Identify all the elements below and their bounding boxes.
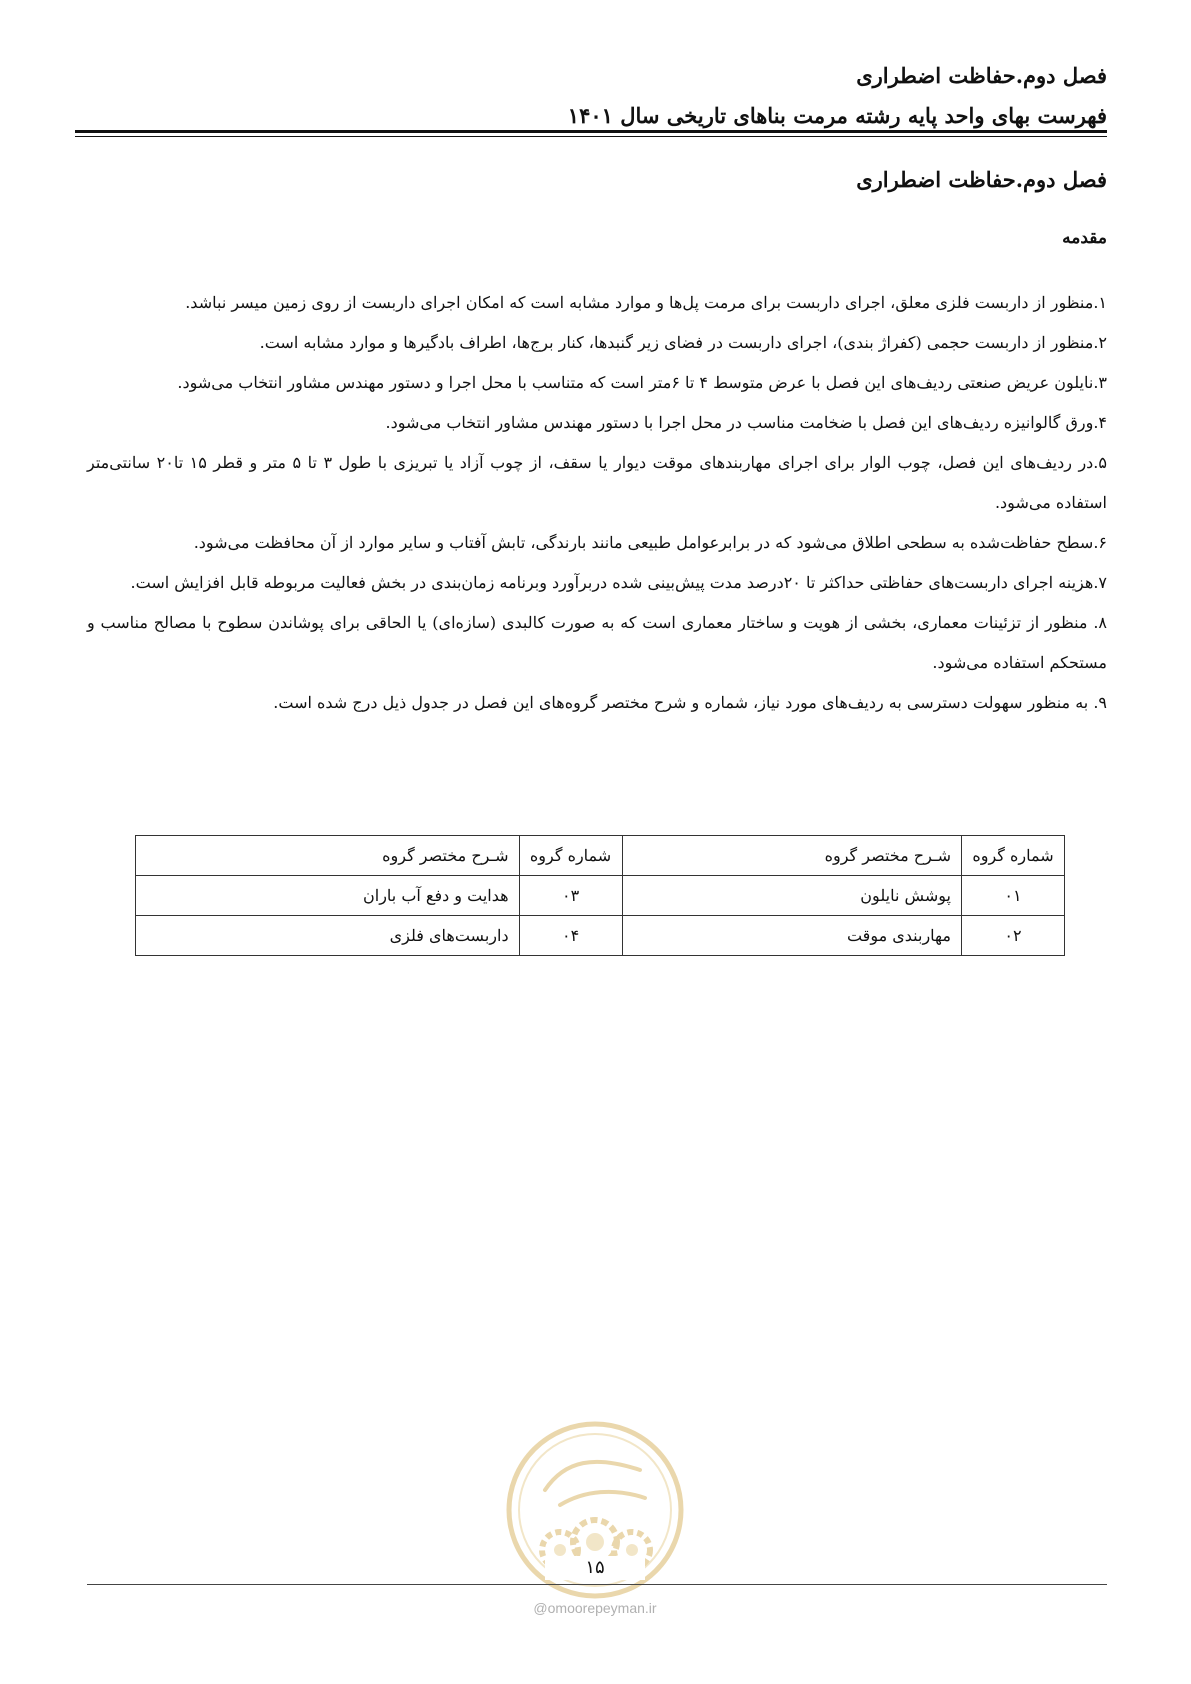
group-number-cell: ۰۳: [519, 876, 622, 916]
column-header-group-description: شـرح مختصر گروه: [622, 836, 961, 876]
table-row: [136, 876, 1065, 916]
paragraph: ۱.منظور از داربست فلزی معلق، اجرای داربست برای مرمت پل‌ها و موارد مشابه است که امکان اجرای داربست از روی زمین میسر نباشد.: [185, 293, 1107, 312]
column-header-group-description: شـرح مختصر گروه: [136, 836, 520, 876]
group-number-cell: ۰۲: [962, 916, 1065, 956]
paragraph: ۷.هزینه اجرای داربست‌های حفاظتی حداکثر تا ۲۰درصد مدت پیش‌بینی شده دربرآورد وبرنامه زمان‌بندی در بخش فعالیت مربوطه قابل افزایش است.: [130, 573, 1107, 592]
chapter-title: فصل دوم.حفاظت اضطراری: [856, 167, 1107, 192]
page-number: ۱۵: [545, 1556, 645, 1580]
paragraph: ۳.نایلون عریض صنعتی ردیف‌های این فصل با عرض متوسط ۴ تا ۶متر است که متناسب با محل اجرا و دستور مهندس مشاور انتخاب می‌شود.: [177, 373, 1107, 392]
header-chapter-title: فصل دوم.حفاظت اضطراری: [856, 63, 1107, 88]
intro-heading: مقدمه: [1062, 228, 1107, 248]
running-header: [87, 56, 1107, 136]
footer-rule: [87, 1584, 1107, 1585]
paragraph: ۹. به منظور سهولت دسترسی به ردیف‌های مورد نیاز، شماره و شرح مختصر گروه‌های این فصل در جدول ذیل درج شده است.: [273, 693, 1107, 712]
paragraph: ۵.در ردیف‌های این فصل، چوب الوار برای اجرای مهاربندهای موقت دیوار یا سقف، از چوب آزاد یا تبریزی با طول ۳ تا ۵ متر و قطر ۱۵ تا۲۰ سانتی‌متر استفاده می‌شود.: [87, 453, 1107, 512]
table-row: [136, 916, 1065, 956]
header-list-title: فهرست بهای واحد پایه رشته مرمت بناهای تاریخی سال ۱۴۰۱: [567, 103, 1107, 128]
groups-table: [135, 835, 1065, 956]
paragraph: ۴.ورق گالوانیزه ردیف‌های این فصل با ضخامت مناسب در محل اجرا با دستور مهندس مشاور انتخاب می‌شود.: [385, 413, 1107, 432]
header-rule-thin: [75, 136, 1107, 137]
group-number-cell: ۰۱: [962, 876, 1065, 916]
column-header-group-number: شماره گروه: [962, 836, 1065, 876]
intro-body: [87, 283, 1107, 723]
group-description-cell: پوشش نایلون: [622, 876, 961, 916]
group-description-cell: مهاربندی موقت: [622, 916, 961, 956]
group-description-cell: هدایت و دفع آب باران: [136, 876, 520, 916]
site-watermark-text: @omoorepeyman.ir: [533, 1600, 657, 1616]
group-number-cell: ۰۴: [519, 916, 622, 956]
group-description-cell: داربست‌های فلزی: [136, 916, 520, 956]
table-header-row: [136, 836, 1065, 876]
column-header-group-number: شماره گروه: [519, 836, 622, 876]
header-rule-thick: [75, 130, 1107, 133]
paragraph: ۲.منظور از داربست حجمی (کفراژ بندی)، اجرای داربست در فضای زیر گنبدها، کنار برج‌ها، اطراف بادگیرها و موارد مشابه است.: [259, 333, 1107, 352]
paragraph: ۶.سطح حفاظت‌شده به سطحی اطلاق می‌شود که در برابرعوامل طبیعی مانند بارندگی، تابش آفتاب و سایر موارد از آن محافظت می‌شود.: [193, 533, 1107, 552]
paragraph: ۸. منظور از تزئینات معماری، بخشی از هویت و ساختار معماری است که به صورت کالبدی (سازه‌ای) یا الحاقی برای پوشاندن سطوح با مصالح مناسب و مستحکم استفاده می‌شود.: [87, 613, 1108, 672]
